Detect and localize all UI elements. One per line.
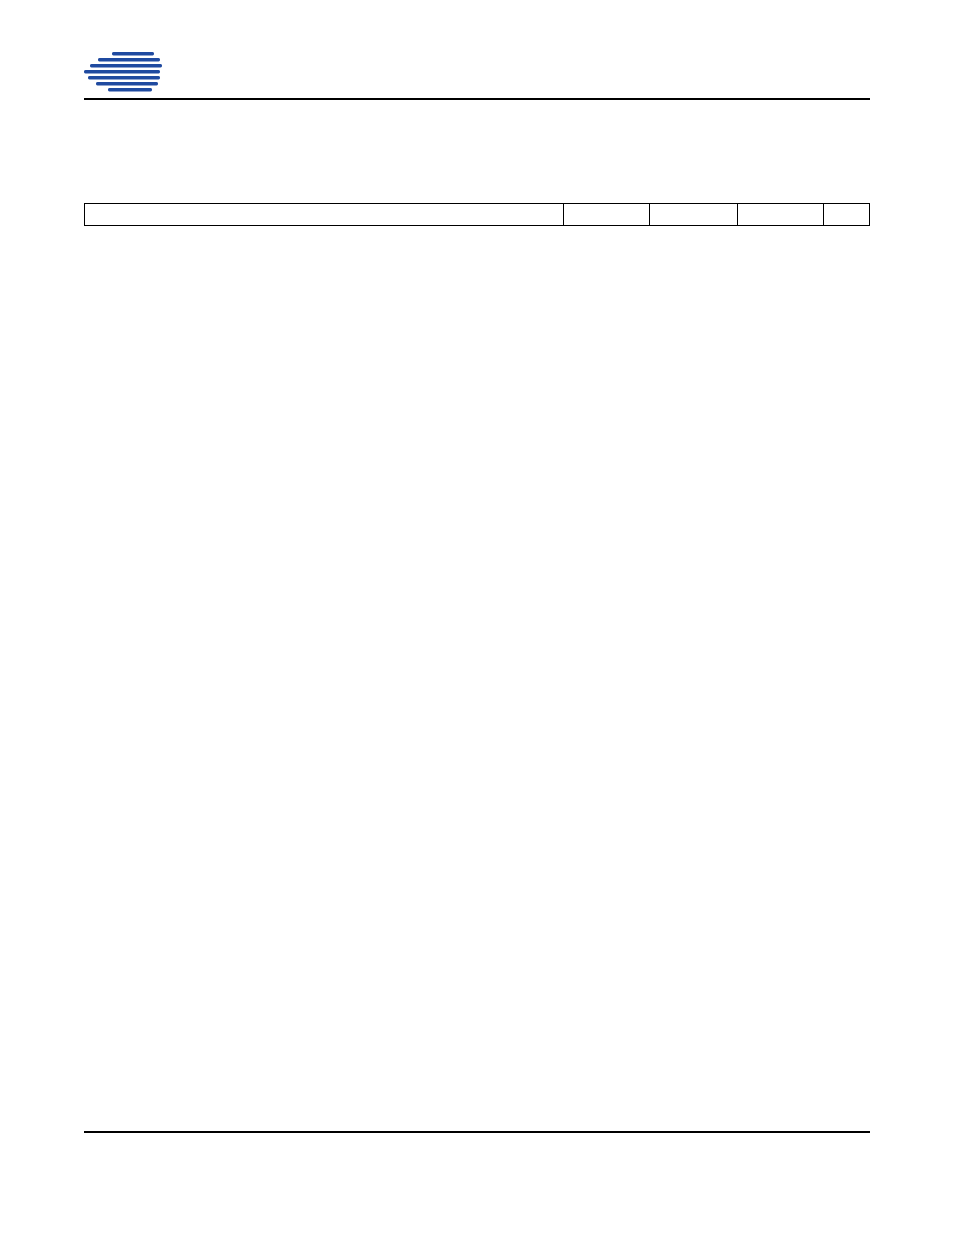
cirrus-logic-logo: [84, 46, 354, 98]
col-header: [85, 204, 564, 226]
footer-rule: [84, 1131, 870, 1133]
table-header-row: [85, 204, 870, 226]
col-header: [824, 204, 870, 226]
col-header: [738, 204, 824, 226]
col-header: [564, 204, 650, 226]
filter-response-table: [84, 203, 870, 226]
logo-mark-icon: [84, 46, 354, 98]
col-header: [650, 204, 738, 226]
header-rule: [84, 98, 870, 100]
